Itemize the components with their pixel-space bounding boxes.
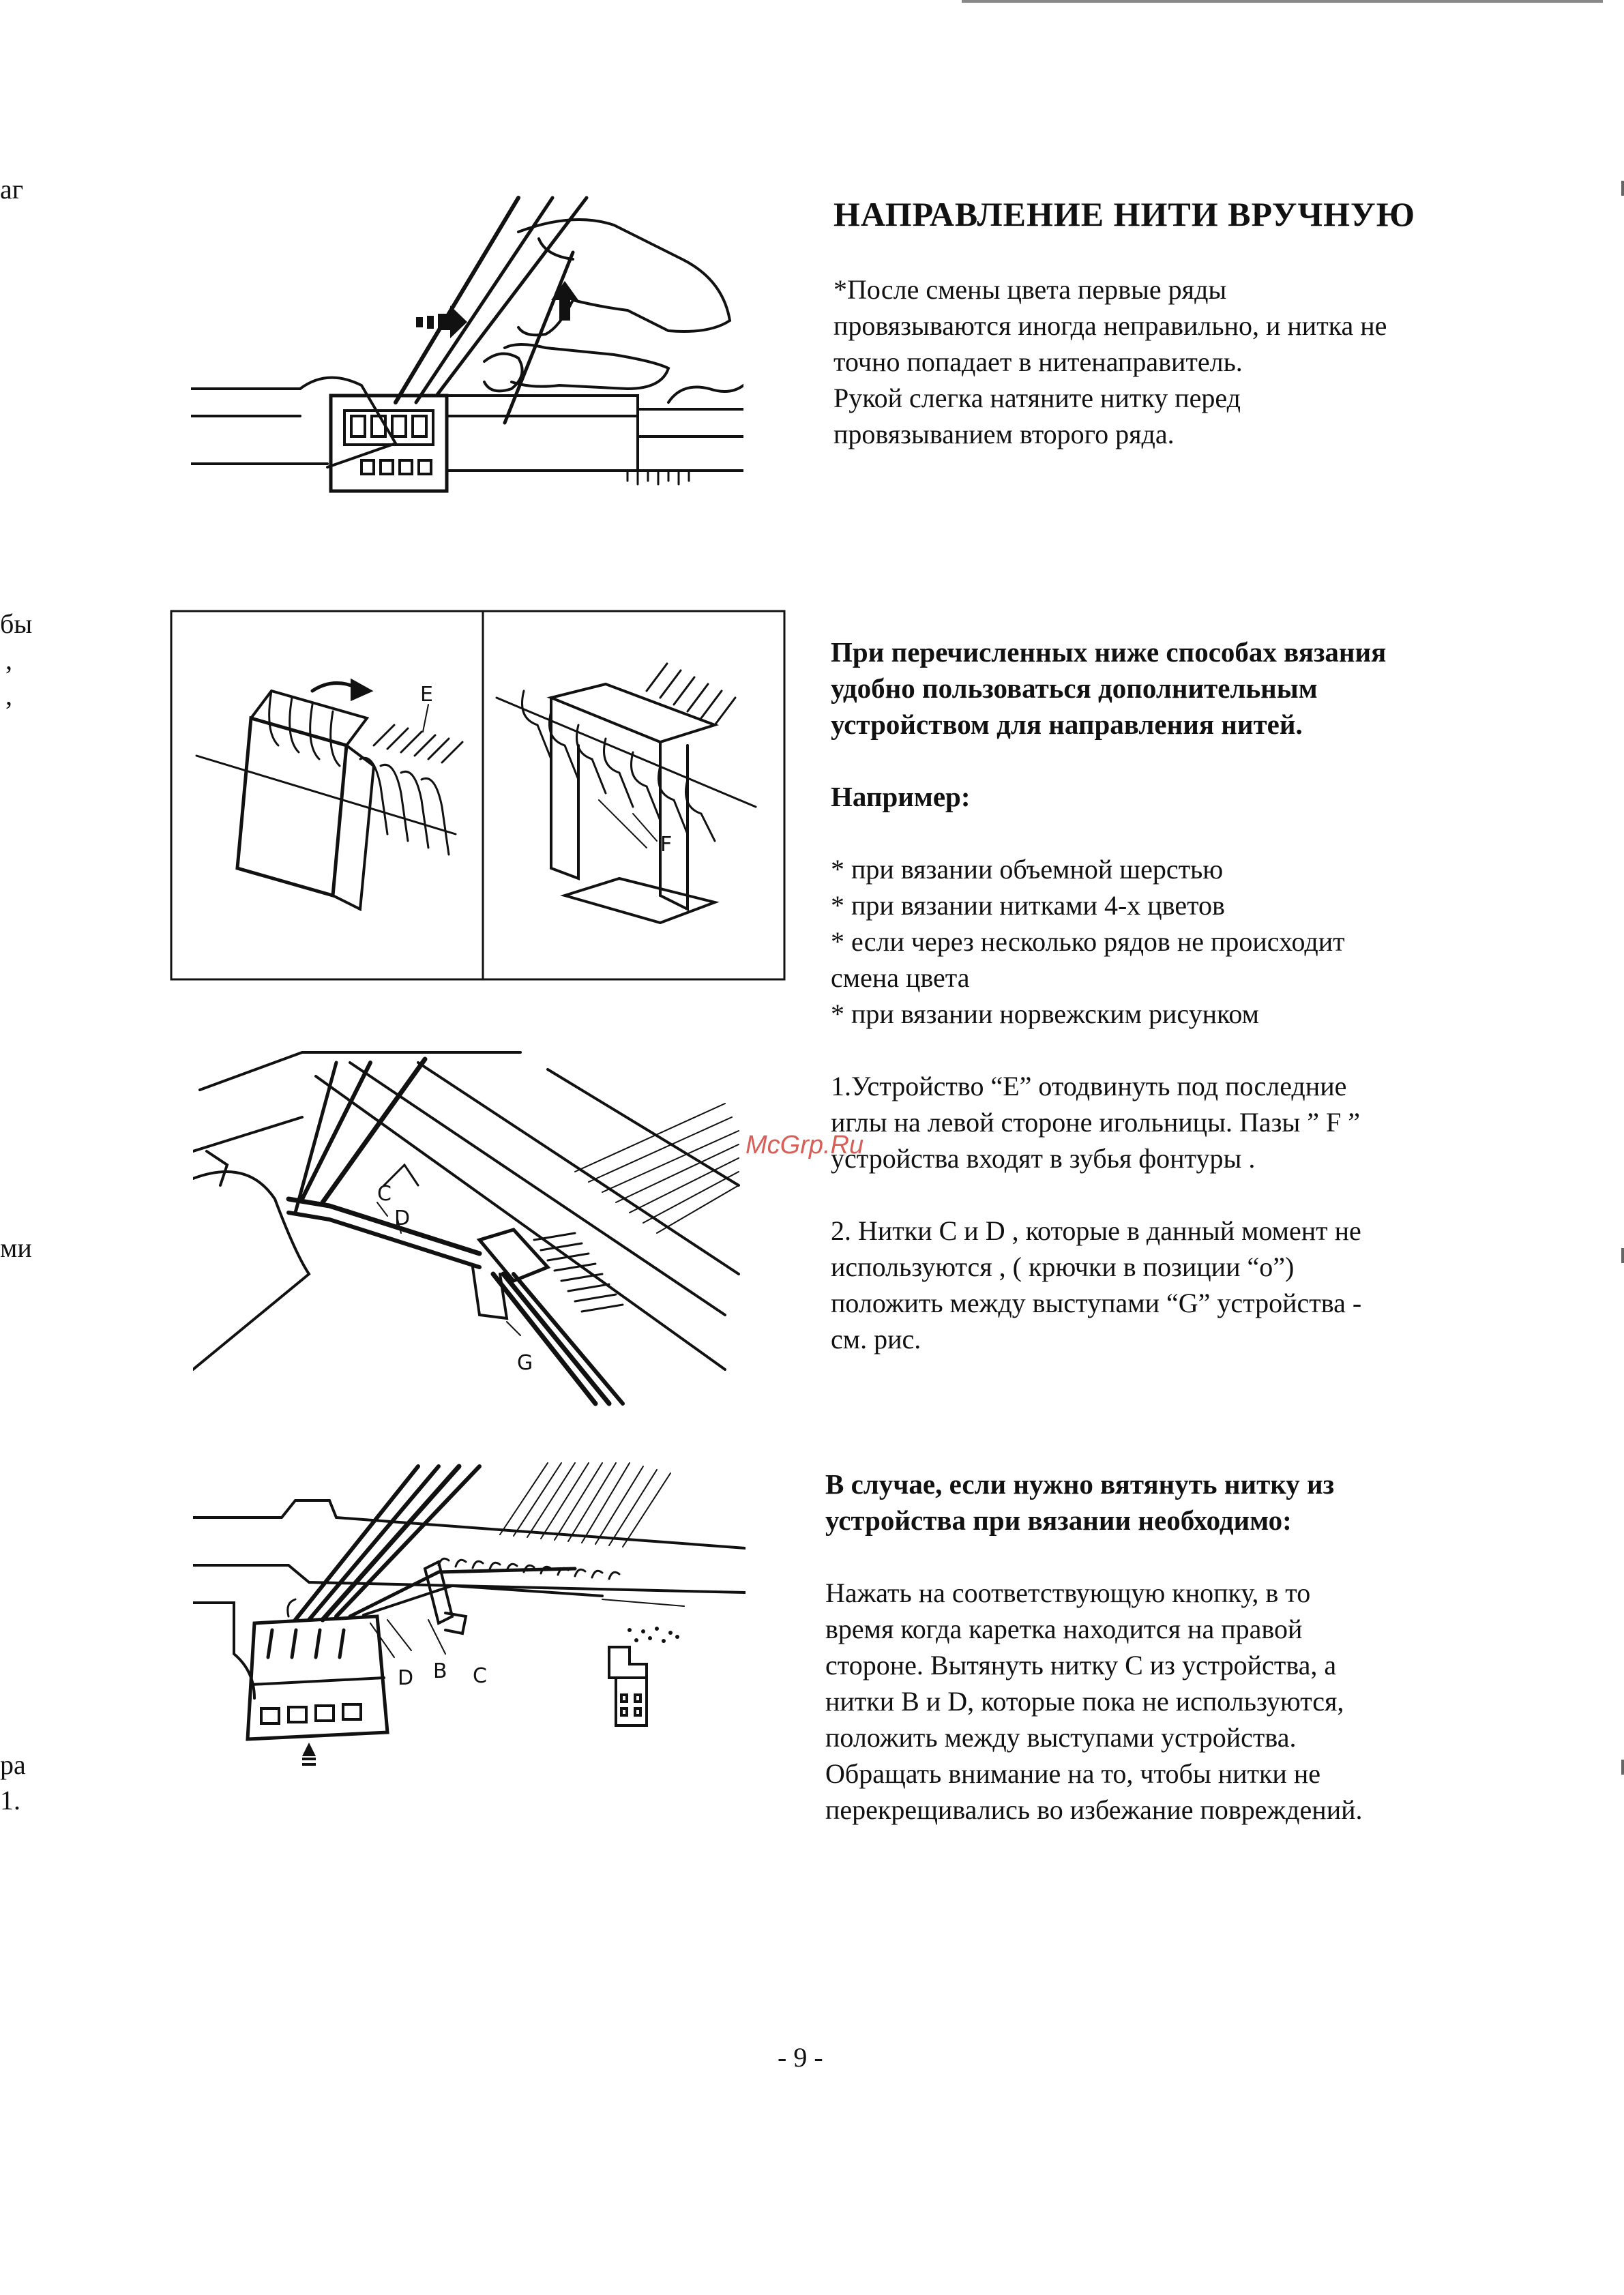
label-c: C <box>377 1182 392 1206</box>
figure-carriage-d-b-c <box>193 1453 745 1766</box>
step1-line: 1.Устройство “E” отодвинуть под последние <box>831 1071 1347 1101</box>
scan-edge-mark <box>1621 1248 1624 1263</box>
bullet-item: смена цвета <box>831 962 970 993</box>
section-title: НАПРАВЛЕНИЕ НИТИ ВРУЧНУЮ <box>833 195 1416 233</box>
section1-body <box>833 271 1570 452</box>
scan-edge-line <box>962 0 1603 3</box>
text-line: провязываются иногда неправильно, и нитка не <box>833 310 1387 341</box>
bullet-item: * при вязании объемной шерстью <box>831 854 1224 885</box>
edge-fragment: 1. <box>0 1785 20 1816</box>
step1-line: иглы на левой стороне игольницы. Пазы ” F ” <box>831 1107 1361 1138</box>
heading-line: В случае, если нужно вятянуть нитку из <box>825 1468 1335 1500</box>
text-line: нитки В и D, которые пока не используются, <box>825 1686 1344 1717</box>
text-line: стороне. Вытянуть нитку С из устройства, а <box>825 1650 1337 1680</box>
page-number: - 9 - <box>778 2042 823 2073</box>
label-d: D <box>398 1666 414 1690</box>
watermark: McGrp.Ru <box>745 1131 864 1159</box>
heading-line: удобно пользоваться дополнительным <box>831 672 1318 704</box>
step2-line: 2. Нитки C и D , которые в данный момент не <box>831 1215 1361 1246</box>
text-line: Нажать на соответствующую кнопку, в то <box>825 1578 1311 1608</box>
heading-line: устройства при вязании необходимо: <box>825 1505 1292 1536</box>
text-line: Обращать внимание на то, чтобы нитки не <box>825 1758 1320 1789</box>
label-g: G <box>517 1351 533 1375</box>
example-label: Например: <box>831 781 971 812</box>
figure-hand-thread <box>191 191 743 518</box>
text-line: *После смены цвета первые ряды <box>833 274 1227 305</box>
text-line: перекрещивались во избежание повреждений. <box>825 1794 1363 1825</box>
scan-edge-mark <box>1621 1760 1624 1775</box>
text-line: положить между выступами устройства. <box>825 1722 1297 1753</box>
edge-fragment: ми <box>0 1232 32 1263</box>
text-line: точно попадает в нитенаправитель. <box>833 346 1243 377</box>
section2-body <box>831 634 1581 1357</box>
text-line: Рукой слегка натяните нитку перед <box>833 383 1241 413</box>
label-e: E <box>420 683 433 707</box>
step1-line: устройства входят в зубья фонтуры . <box>831 1143 1256 1174</box>
figure-threads-c-d-g <box>193 1049 745 1414</box>
heading-line: устройством для направления нитей. <box>831 709 1303 740</box>
edge-fragment: , <box>5 680 12 711</box>
bullet-item: * при вязании нитками 4-х цветов <box>831 890 1225 921</box>
step2-line: используются , ( крючки в позиции “о”) <box>831 1252 1295 1282</box>
heading-line: При перечисленных ниже способах вязания <box>831 636 1387 668</box>
edge-fragment: аг <box>0 174 24 205</box>
edge-fragment: ра <box>0 1749 26 1780</box>
text-line: время когда каретка находится на правой <box>825 1614 1303 1644</box>
step2-line: положить между выступами “G” устройства - <box>831 1288 1362 1318</box>
bullet-item: * при вязании норвежским рисунком <box>831 998 1259 1029</box>
bullet-item: * если через несколько рядов не происходит <box>831 926 1345 957</box>
edge-fragment: , <box>5 645 12 675</box>
label-c: C <box>473 1664 487 1688</box>
text-line: провязыванием второго ряда. <box>833 419 1175 449</box>
section3-body <box>825 1466 1576 1828</box>
edge-fragment: бы <box>0 608 33 639</box>
label-b: B <box>433 1659 447 1683</box>
figure-device-e-f <box>169 609 786 990</box>
step2-line: см. рис. <box>831 1324 921 1354</box>
scan-edge-mark <box>1621 181 1624 196</box>
label-f: F <box>660 833 673 857</box>
label-d: D <box>394 1206 411 1230</box>
